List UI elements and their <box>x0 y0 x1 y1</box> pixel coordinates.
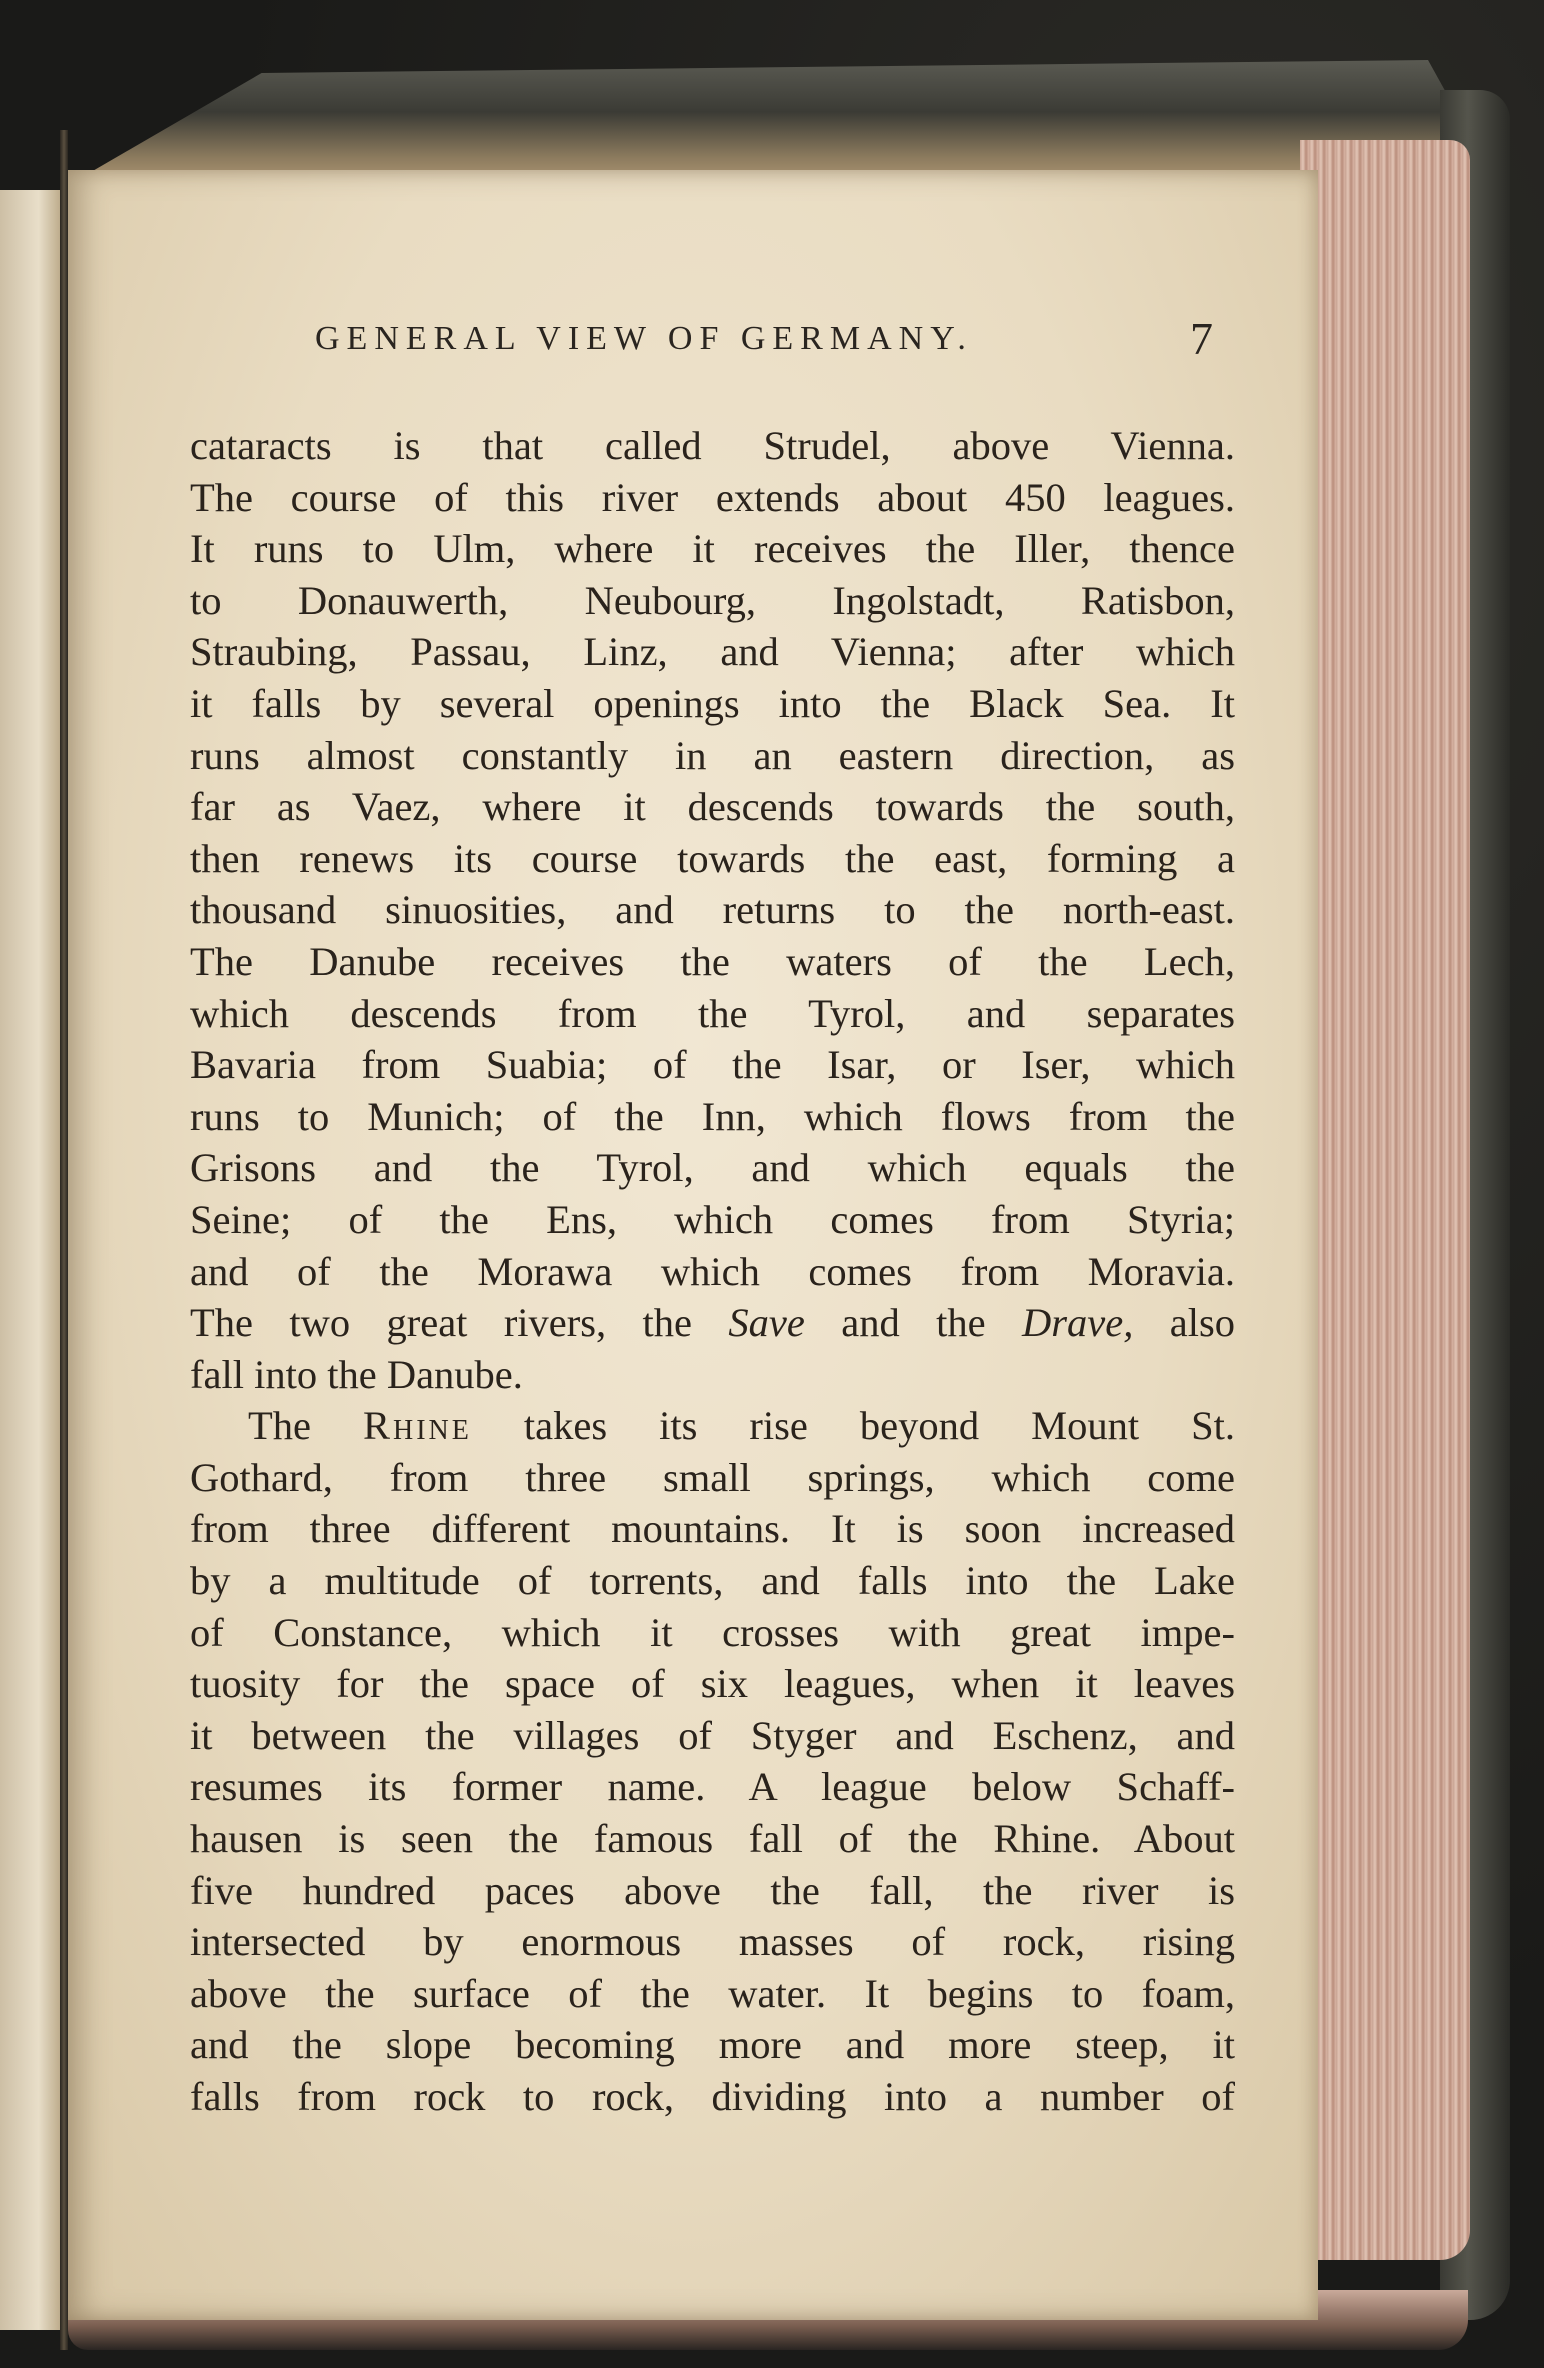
river-name-drave: Drave, <box>1022 1300 1134 1346</box>
text-line: falls from rock to rock, dividing into a number of <box>190 2074 1235 2119</box>
text-line: hausen is seen the famous fall of the Rhine. About <box>190 1816 1235 1862</box>
page-edges <box>1300 140 1470 2260</box>
text-line <box>190 1400 1235 1452</box>
text-line: which descends from the Tyrol, and separates <box>190 990 1235 1036</box>
text-line <box>190 1297 1235 1349</box>
text-line: to Donauwerth, Neubourg, Ingolstadt, Ratisbon, <box>190 577 1235 623</box>
text-line: thousand sinuosities, and returns to the north-east. <box>190 887 1235 933</box>
text-line: Seine; of the Ens, which comes from Styria; <box>190 1196 1235 1242</box>
text-line: Gothard, from three small springs, which come <box>190 1454 1235 1500</box>
text-line: it between the villages of Styger and Eschenz, and <box>190 1712 1235 1758</box>
text-line: of Constance, which it crosses with great impe- <box>190 1609 1235 1655</box>
text-line: resumes its former name. A league below Schaff- <box>190 1764 1235 1810</box>
text-line: runs to Munich; of the Inn, which flows from the <box>190 1093 1235 1139</box>
page-header <box>170 312 1250 382</box>
text-segment: The two great rivers, the <box>190 1300 693 1346</box>
text-segment: also <box>1169 1300 1235 1346</box>
text-line: Grisons and the Tyrol, and which equals the <box>190 1145 1235 1191</box>
text-line: cataracts is that called Strudel, above Vienna. <box>190 423 1235 468</box>
text-line: tuosity for the space of six leagues, when it leaves <box>190 1661 1235 1707</box>
text-line: from three different mountains. It is soon increased <box>190 1506 1235 1552</box>
river-name-rhine: Rhine <box>362 1403 472 1449</box>
text-segment: The <box>248 1403 311 1449</box>
text-segment: and the <box>841 1300 986 1346</box>
text-line: The course of this river extends about 450 leagues. <box>190 474 1235 520</box>
text-line: above the surface of the water. It begins to foam, <box>190 1970 1235 2016</box>
text-line: and of the Morawa which comes from Moravia. <box>190 1248 1235 1294</box>
text-line: then renews its course towards the east, forming a <box>190 835 1235 881</box>
text-line: five hundred paces above the fall, the river is <box>190 1867 1235 1913</box>
text-line: by a multitude of torrents, and falls into the Lake <box>190 1558 1235 1604</box>
text-line: Bavaria from Suabia; of the Isar, or Iser, which <box>190 1042 1235 1088</box>
body-text <box>190 420 1235 2123</box>
text-line: The Danube receives the waters of the Lech, <box>190 938 1235 984</box>
text-segment: takes its rise beyond Mount St. <box>523 1403 1236 1449</box>
text-line: far as Vaez, where it descends towards the south, <box>190 784 1235 830</box>
text-line: It runs to Ulm, where it receives the Iller, thence <box>190 526 1235 572</box>
gutter <box>60 130 68 2350</box>
text-line: it falls by several openings into the Black Sea. It <box>190 680 1235 726</box>
text-line: runs almost constantly in an eastern direction, as <box>190 732 1235 778</box>
text-line: Straubing, Passau, Linz, and Vienna; after which <box>190 629 1235 675</box>
text-line: fall into the Danube. <box>190 1351 523 1397</box>
river-name-save: Save <box>728 1300 805 1346</box>
running-head: GENERAL VIEW OF GERMANY. <box>315 320 973 357</box>
page-number: 7 <box>1190 313 1213 364</box>
text-line: and the slope becoming more and more steep, it <box>190 2022 1235 2068</box>
text-line: intersected by enormous masses of rock, rising <box>190 1919 1235 1965</box>
